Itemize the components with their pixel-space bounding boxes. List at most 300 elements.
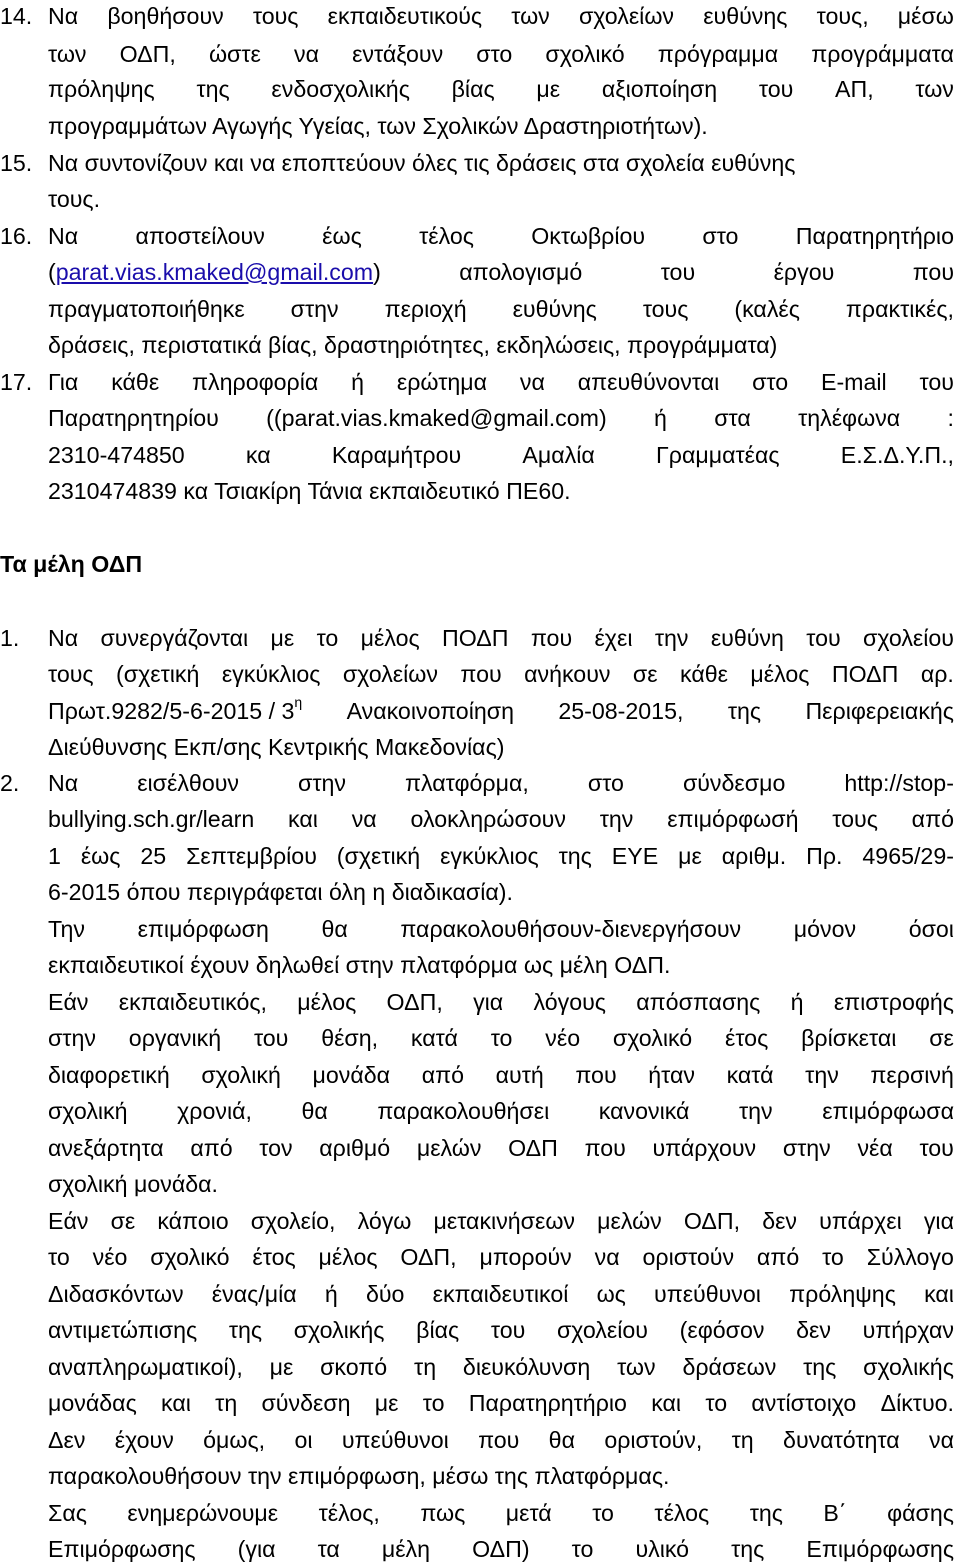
word: που [575,1062,617,1088]
word: βρίσκεται [801,1025,897,1051]
word: παρακολουθήσουν-διενεργήσουν [400,916,742,942]
word: το [422,1390,445,1416]
word: προγράμματα [811,41,954,67]
word: τέλος, [318,1500,380,1526]
word: κάποιο [157,1208,229,1234]
word: από [756,1244,800,1270]
para-1-line-1 [48,915,954,943]
word: σχολείο, [250,1208,336,1234]
word: ή [654,405,667,431]
word: νέο [92,1244,128,1270]
word: έως [322,223,362,249]
word: σκοπό [320,1354,388,1380]
item-15-line-2: τους. [48,186,101,212]
item-14-line-1 [48,2,954,30]
member-2-line-2 [48,805,954,833]
word: νέα [857,1135,893,1161]
word: εγκύκλιος [221,661,321,687]
word: σχολική [201,1062,281,1088]
para-3-line-4 [48,1316,954,1344]
word: Ανακοινοποίηση [346,698,514,724]
word: ΟΔΠ, [386,989,443,1015]
word: Περιφερειακής [805,698,954,724]
word: υπάρχουν [652,1135,757,1161]
word: που [460,661,502,687]
word: ΟΔΠ [508,1135,558,1161]
word: θα [321,916,348,942]
word: Για [48,369,79,395]
word: τη [731,1427,754,1453]
word: και [924,1281,954,1307]
word: επιμόρφωση [137,916,269,942]
word: μετακινήσεων [433,1208,576,1234]
word: πρακτικές, [845,296,954,322]
word: έως [80,843,121,869]
word: διευκόλυνση [462,1354,591,1380]
word: Εάν [48,1208,89,1234]
item-number: 2. [0,770,20,796]
word: 25-08-2015, [558,698,684,724]
word: κάθε [680,661,728,687]
word: (καλές [734,296,800,322]
word: απόσπασης [636,989,761,1015]
para-3-line-8: παρακολουθήσουν την επιμόρφωση, μέσω της πλατφόρμας. [48,1463,670,1489]
word: μελών [416,1135,482,1161]
word: αναπληρωματικοί), [48,1354,243,1380]
para-2-line-5 [48,1134,954,1162]
para-1-line-2: εκπαιδευτικοί έχουν δηλωθεί στην πλατφόρμα ως μέλη ΟΔΠ. [48,952,671,978]
word: τα [317,1536,340,1562]
word: τους [642,296,689,322]
word: βίας [416,1317,460,1343]
word: τους [252,3,299,29]
word: και [288,806,318,832]
word: αριθμ. [721,843,787,869]
word: και [161,1390,191,1416]
word: στο [702,223,739,249]
word: σύνδεσμο [682,770,786,796]
para-4-line-1 [48,1499,954,1527]
word: του [490,1317,526,1343]
word: θα [301,1098,328,1124]
word: λόγους [533,989,606,1015]
word: : [947,405,954,431]
word: τους [832,806,878,832]
word: σχολική [48,1098,128,1124]
member-1-line-4: Διεύθυνσης Εκπ/σης Κεντρικής Μακεδονίας) [48,734,505,760]
word: ερώτημα [396,369,488,395]
word: της [228,1317,263,1343]
word: οριστούν [642,1244,735,1270]
para-3-line-7 [48,1426,954,1454]
word: της [803,1354,837,1380]
word: αξιοποίηση [601,76,718,102]
word: Δίκτυο. [880,1390,954,1416]
word: σχολείου [556,1317,648,1343]
item-17-line-1 [48,368,954,396]
word: περιοχή [384,296,467,322]
word: αρ. [920,661,954,687]
word: Δεν [48,1427,86,1453]
word: για [923,1208,954,1234]
word: και [651,1390,682,1416]
word: τη [215,1390,238,1416]
word: το [571,1536,594,1562]
word: όσοι [908,916,954,942]
word: μετά [505,1500,552,1526]
word: να [351,806,377,832]
item-14-line-2 [48,40,954,68]
word: αποστείλουν [135,223,265,249]
word: συνεργάζονται [100,625,249,651]
word: όμως, [203,1427,266,1453]
word: αυτή [495,1062,544,1088]
word: 2310-474850 [48,442,185,468]
word: Πρ. [806,843,843,869]
word: στο [476,41,513,67]
word: με [536,76,561,102]
para-3-line-5 [48,1353,954,1381]
word: το [48,1244,70,1270]
word: ώστε [208,41,261,67]
word: θέση, [321,1025,379,1051]
word: στην [48,1025,96,1051]
word: του [253,1025,289,1051]
word: ολοκληρώσουν [410,806,566,832]
word: θα [548,1427,575,1453]
word: έτος [252,1244,296,1270]
word: τους [48,661,94,687]
word: των [48,41,87,67]
item-16-line-1 [48,222,954,250]
word: Β΄ [823,1500,847,1526]
word: (σχετική [116,661,200,687]
word: ανήκουν [524,661,611,687]
item-14-line-3 [48,75,954,103]
word: υπεύθυνοι [341,1427,449,1453]
word: ή [790,989,804,1015]
word: ενημερώνουμε [127,1500,279,1526]
word: bullying.sch.gr/learn [48,806,255,832]
word: μόνον [793,916,857,942]
word: Σας [48,1500,87,1526]
word: Σεπτεμβρίου [186,843,317,869]
para-2-line-1 [48,988,954,1016]
item-17-line-2 [48,404,954,432]
word: δεν [796,1317,831,1343]
word: πρόληψης [48,76,155,102]
word: τους, [816,3,869,29]
para-2-line-6: σχολική μονάδα. [48,1171,218,1197]
word: του [660,259,696,285]
word: της [196,76,230,102]
word: πλατφόρμα, [405,770,529,796]
item-17-line-4: 2310474839 κα Τσιακίρη Τάνια εκπαιδευτικό ΠΕ60. [48,478,571,504]
word: μονάδας [48,1390,137,1416]
word: δυνατότητα [783,1427,900,1453]
word: πρόγραμμα [657,41,779,67]
member-1-line-1 [48,624,954,652]
word: της [558,843,592,869]
word: που [478,1427,520,1453]
word: Παρατηρητήριο [795,223,954,249]
word: στο [752,369,789,395]
word: ΠΟΔΠ [831,661,899,687]
word: ΑΠ, [835,76,874,102]
para-3-line-6 [48,1389,954,1417]
word: την [654,625,689,651]
item-14-line-4: προγραμμάτων Αγωγής Υγείας, των Σχολικών Δραστηριοτήτων). [48,113,708,139]
word: πληροφορία [192,369,319,395]
word: σε [632,661,658,687]
email-link-wrapper: (parat.vias.kmaked@gmail.com) [48,259,381,285]
word: κα [245,442,271,468]
word: μέλος [360,625,420,651]
word: ΟΔΠ, [119,41,176,67]
word: το [822,1244,844,1270]
word: ανεξάρτητα [48,1135,164,1161]
word: πρόληψης [789,1281,896,1307]
word: ή [351,369,365,395]
word: υπεύθυνοι [654,1281,761,1307]
word: Επιμόρφωσης [806,1536,954,1562]
word: την [805,1062,839,1088]
word: το [705,1390,728,1416]
section-title: Τα μέλη ΟΔΠ [0,551,143,577]
word: στην [782,1135,831,1161]
word: (σχετική [336,843,421,869]
word: οριστούν, [604,1427,703,1453]
word: υπήρχαν [862,1317,954,1343]
word: κάθε [111,369,160,395]
word: ήταν [648,1062,695,1088]
word: σχολικό [612,1025,693,1051]
word: στην [290,296,339,322]
item-15-line-1: Να συντονίζουν και να εποπτεύουν όλες τις δράσεις στα σχολεία ευθύνης [48,150,796,176]
word: σχολείων [342,661,438,687]
item-number: 14. [0,3,33,29]
word: Να [48,223,79,249]
word: επιμόρφωσή [667,806,799,832]
word: τέλος [654,1500,710,1526]
word: της [749,1500,783,1526]
word: εκπαιδευτικούς [327,3,483,29]
para-3-line-3 [48,1280,954,1308]
word: Παρατηρητήριο [468,1390,627,1416]
word: οι [294,1427,313,1453]
word: πραγματοποιήθηκε [48,296,245,322]
word: να [594,1244,620,1270]
word: την [739,1098,773,1124]
item-16-line-3 [48,295,954,323]
word: ((parat.vias.kmaked@gmail.com) [266,405,607,431]
word: έχει [594,625,633,651]
word: ευθύνη [710,625,784,651]
word: από [421,1062,465,1088]
word: σχολικής [863,1354,954,1380]
word: της [731,1536,765,1562]
member-2-line-3 [48,842,954,870]
word: να [928,1427,954,1453]
word: σχολικό [545,41,625,67]
word: μέλος [318,1244,378,1270]
word: http://stop- [844,770,954,796]
word: σχολικό [150,1244,230,1270]
word: που [530,625,573,651]
word: βοηθήσουν [107,3,224,29]
word: (εφόσον [679,1317,765,1343]
word: εισέλθουν [137,770,239,796]
word: το [490,1025,513,1051]
word: τηλέφωνα [798,405,901,431]
word: του [758,76,794,102]
word: Παρατηρητηρίου [48,405,219,431]
item-16-line-4: δράσεις, περιστατικά βίας, δραστηριότητες, εκδηλώσεις, προγράμματα) [48,332,778,358]
word: που [912,259,954,285]
word: με [678,843,702,869]
word: Να [48,625,79,651]
item-number: 17. [0,369,33,395]
word: ή [324,1281,338,1307]
word: εγκύκλιος [440,843,539,869]
word: να [519,369,545,395]
word: ΟΔΠ) [472,1536,530,1562]
word: 4965/29- [862,843,954,869]
word: χρονιά, [177,1098,252,1124]
para-4-line-2 [48,1535,954,1563]
word: δεν [762,1208,798,1234]
word: σχολείου [863,625,954,651]
word: διαφορετική [48,1062,170,1088]
word: ΟΔΠ, [400,1244,457,1270]
word: Εάν [48,989,89,1015]
word: στην [298,770,346,796]
member-1-line-3 [48,694,954,725]
word: τέλος [419,223,474,249]
word: εντάξουν [352,41,444,67]
word: $\Pi\rho\omega\tau.9282/5-6-2015 / 3^\eta$ [48,694,303,724]
word: ΠΟΔΠ [442,625,509,651]
word: κανονικά [598,1098,690,1124]
word: νέο [545,1025,581,1051]
member-2-line-4: 6-2015 όπου περιγράφεται όλη η διαδικασία). [48,879,513,905]
word: σύνδεση [261,1390,351,1416]
word: ευθύνης [703,3,788,29]
word: δράσεων [682,1354,777,1380]
word: οργανική [128,1025,222,1051]
word: μέσω [897,3,954,29]
word: για [473,989,504,1015]
word: παρακολουθήσει [377,1098,550,1124]
word: ευθύνης [512,296,597,322]
word: Επιμόρφωσης [48,1536,196,1562]
word: κατά [410,1025,458,1051]
word: 25 [140,843,167,869]
word: σε [929,1025,954,1051]
para-3-line-2 [48,1243,954,1271]
word: επιμόρφωσα [822,1098,954,1124]
word: λόγω [357,1208,412,1234]
word: έργου [773,259,835,285]
member-1-line-2 [48,660,954,688]
word: το [592,1500,614,1526]
word: Καραμήτρου [331,442,462,468]
word: Αμαλία [522,442,595,468]
word: αντιμετώπισης [48,1317,198,1343]
word: μελών [597,1208,662,1234]
word: από [190,1135,233,1161]
word: Οκτωβρίου [531,223,646,249]
word: Γραμματέας [655,442,780,468]
word: απολογισμό [459,259,583,285]
word: ένας/μία [211,1281,297,1307]
word: Να [48,3,79,29]
word: υπάρχει [819,1208,902,1234]
word: έχουν [114,1427,174,1453]
word: το [316,625,339,651]
word: 1 [48,843,61,869]
word: περσινή [870,1062,954,1088]
word: ως [596,1281,626,1307]
word: με [269,1354,294,1380]
para-2-line-3 [48,1061,954,1089]
email-link[interactable]: parat.vias.kmaked@gmail.com [55,259,374,285]
word: Την [48,916,85,942]
word: ενδοσχολικής [271,76,410,102]
word: Διδασκόντων [48,1281,184,1307]
word: εκπαιδευτικοί [432,1281,569,1307]
word: της [727,698,762,724]
word: αριθμό [319,1135,391,1161]
word: κατά [726,1062,774,1088]
word: με [374,1390,399,1416]
word: Να [48,770,79,796]
word: Ε.Σ.Δ.Υ.Π., [840,442,954,468]
word: μπορούν [479,1244,572,1270]
word: πως [420,1500,466,1526]
word: δύο [365,1281,405,1307]
word: (για [237,1536,276,1562]
item-number: 1. [0,625,20,651]
word: να [293,41,319,67]
para-2-line-4 [48,1097,954,1125]
word: μέλος [750,661,810,687]
word: που [584,1135,626,1161]
para-2-line-2 [48,1024,954,1052]
word: E-mail [820,369,887,395]
word: σε [110,1208,136,1234]
word: ΕΥΕ [611,843,659,869]
word: αντίστοιχο [751,1390,857,1416]
item-16-line-2 [48,258,954,286]
word: επιστροφής [833,989,954,1015]
word: τον [259,1135,293,1161]
word: εκπαιδευτικός, [118,989,267,1015]
word: του [806,625,841,651]
word: στο [587,770,624,796]
word: βίας [451,76,495,102]
item-number: 15. [0,150,33,176]
word: μέλος [297,989,357,1015]
word: τη [414,1354,437,1380]
member-2-line-1 [48,769,954,797]
word: από [911,806,954,832]
word: ΟΔΠ, [683,1208,741,1234]
word: Σύλλογο [866,1244,954,1270]
word: του [919,1135,954,1161]
word: μέλη [381,1536,431,1562]
word: φάσης [887,1500,954,1526]
